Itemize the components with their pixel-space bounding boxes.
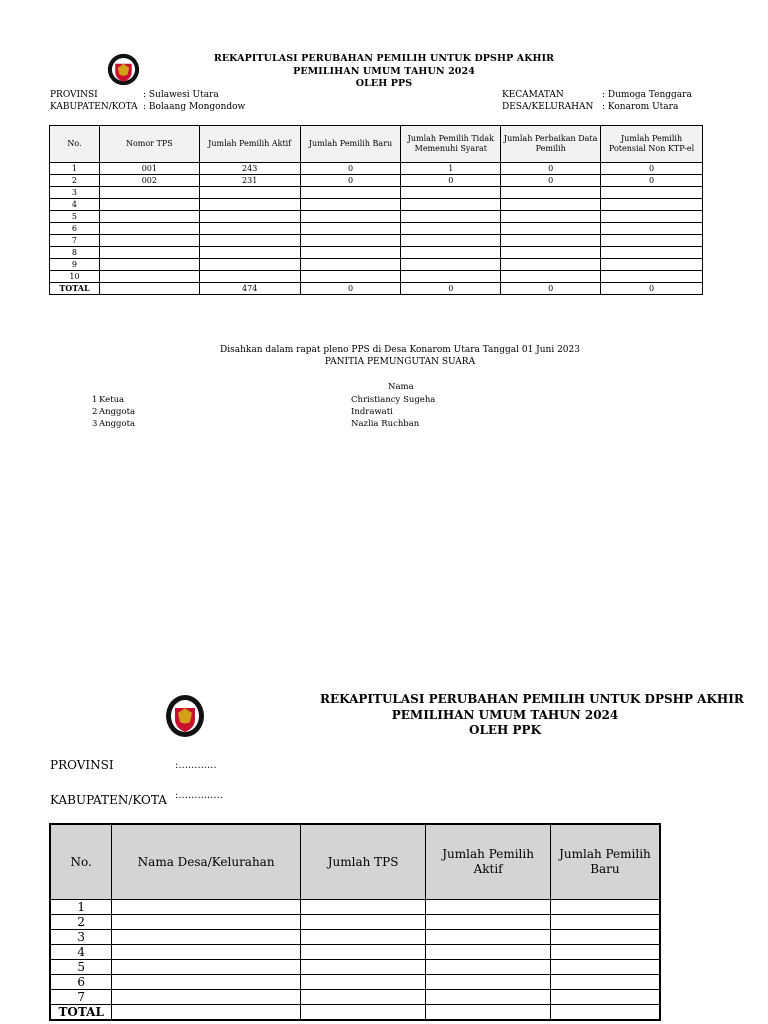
col-header: Nama Desa/Kelurahan (112, 824, 300, 900)
signatory-role: Anggota (99, 407, 136, 417)
table-cell (501, 211, 601, 223)
table-cell (112, 975, 300, 990)
col-header: No. (50, 126, 100, 163)
table-cell (601, 259, 703, 271)
ppk-report-title: REKAPITULASI PERUBAHAN PEMILIH UNTUK DPSHP AKHIR PEMILIHAN UMUM TAHUN 2024 OLEH PPK (320, 692, 744, 737)
signatory-name: Indrawati (351, 407, 393, 417)
table-cell (300, 975, 426, 990)
col-header: Jumlah Perbaikan Data Pemilih (501, 126, 601, 163)
table-cell (501, 247, 601, 259)
table-cell: 8 (50, 247, 100, 259)
table-cell: 5 (50, 960, 112, 975)
table-row (50, 163, 703, 175)
table-cell (112, 990, 300, 1005)
table-cell (300, 930, 426, 945)
table-cell (199, 187, 300, 199)
kabupaten-value: : Bolaang Mongondow (143, 102, 246, 112)
table-row (50, 271, 703, 283)
table-cell (601, 271, 703, 283)
table-cell (199, 199, 300, 211)
total-label: TOTAL (50, 283, 100, 295)
table-row (50, 975, 660, 990)
col-header: Jumlah TPS (300, 824, 426, 900)
signatory-name: Christiancy Sugeha (351, 395, 436, 405)
kabupaten-label: KABUPATEN/KOTA (50, 102, 138, 112)
col-header: Jumlah Pemilih Tidak Memenuhi Syarat (401, 126, 501, 163)
table-row (50, 900, 660, 915)
provinsi-value: :............ (175, 760, 217, 771)
ppk-recap-table (49, 823, 661, 1021)
table-cell (426, 930, 551, 945)
kabupaten-value: :.............. (175, 790, 223, 801)
signatory-name: Nazlia Ruchban (351, 419, 420, 429)
table-cell (300, 990, 426, 1005)
table-cell (199, 259, 300, 271)
table-cell (550, 990, 660, 1005)
table-cell: 5 (50, 211, 100, 223)
signatory-role: Anggota (99, 419, 136, 429)
table-row (50, 223, 703, 235)
table-cell (199, 235, 300, 247)
table-header-row (50, 824, 660, 900)
table-header-row (50, 126, 703, 163)
table-row (50, 247, 703, 259)
total-cell (550, 1005, 660, 1021)
table-cell (112, 930, 300, 945)
table-cell: 0 (601, 163, 703, 175)
table-cell (426, 960, 551, 975)
signatory-number: 3 (92, 419, 98, 429)
committee-name: PANITIA PEMUNGUTAN SUARA (324, 357, 476, 367)
table-cell (300, 199, 401, 211)
table-cell (99, 271, 199, 283)
col-header: Jumlah Pemilih Aktif (199, 126, 300, 163)
col-header: Jumlah Pemilih Aktif (426, 824, 551, 900)
table-cell (501, 223, 601, 235)
table-cell (99, 199, 199, 211)
table-row (50, 960, 660, 975)
table-total-row (50, 1005, 660, 1021)
table-cell: 7 (50, 990, 112, 1005)
pps-report-title: REKAPITULASI PERUBAHAN PEMILIH UNTUK DPSHP AKHIR PEMILIHAN UMUM TAHUN 2024 OLEH PPS (213, 53, 555, 89)
table-cell: 2 (50, 915, 112, 930)
table-cell (401, 235, 501, 247)
table-cell: 0 (601, 175, 703, 187)
provinsi-value: : Sulawesi Utara (143, 90, 219, 100)
table-cell (550, 900, 660, 915)
table-cell: 1 (401, 163, 501, 175)
table-row (50, 990, 660, 1005)
table-cell: 9 (50, 259, 100, 271)
table-cell (501, 259, 601, 271)
table-cell (99, 223, 199, 235)
table-cell (601, 199, 703, 211)
table-cell (426, 915, 551, 930)
table-cell (501, 271, 601, 283)
table-cell (300, 223, 401, 235)
table-cell (550, 960, 660, 975)
total-cell: 0 (300, 283, 401, 295)
table-cell (99, 211, 199, 223)
pps-recap-table (49, 125, 703, 295)
kabupaten-label: KABUPATEN/KOTA (50, 793, 167, 807)
col-header: No. (50, 824, 112, 900)
table-cell: 001 (99, 163, 199, 175)
table-row (50, 915, 660, 930)
table-cell (401, 247, 501, 259)
table-cell: 0 (401, 175, 501, 187)
table-cell (501, 235, 601, 247)
ratification-text: Disahkan dalam rapat pleno PPS di Desa Konarom Utara Tanggal 01 Juni 2023 (220, 345, 580, 355)
total-cell: 0 (401, 283, 501, 295)
table-cell (550, 975, 660, 990)
table-cell: 243 (199, 163, 300, 175)
table-cell: 10 (50, 271, 100, 283)
table-cell (601, 211, 703, 223)
table-cell: 1 (50, 900, 112, 915)
table-cell (401, 223, 501, 235)
total-cell: 474 (199, 283, 300, 295)
table-cell: 3 (50, 187, 100, 199)
table-cell (501, 187, 601, 199)
kecamatan-value: : Dumoga Tenggara (602, 90, 692, 100)
table-cell (426, 900, 551, 915)
total-cell (300, 1005, 426, 1021)
table-cell (199, 247, 300, 259)
table-cell: 6 (50, 975, 112, 990)
table-cell (401, 211, 501, 223)
table-cell (550, 930, 660, 945)
table-cell (300, 259, 401, 271)
table-cell: 3 (50, 930, 112, 945)
provinsi-label: PROVINSI (50, 90, 98, 100)
table-cell: 002 (99, 175, 199, 187)
table-cell: 0 (300, 175, 401, 187)
table-cell (300, 187, 401, 199)
total-cell (112, 1005, 300, 1021)
table-cell: 0 (501, 163, 601, 175)
col-header: Nomor TPS (99, 126, 199, 163)
table-cell (550, 945, 660, 960)
col-header: Jumlah Pemilih Baru (300, 126, 401, 163)
table-cell: 7 (50, 235, 100, 247)
table-cell (300, 915, 426, 930)
total-cell: 0 (501, 283, 601, 295)
table-cell (99, 235, 199, 247)
total-cell: 0 (601, 283, 703, 295)
table-cell (199, 223, 300, 235)
table-cell: 4 (50, 945, 112, 960)
desa-value: : Konarom Utara (602, 102, 679, 112)
table-cell (601, 187, 703, 199)
table-cell (112, 915, 300, 930)
signatory-number: 2 (92, 407, 98, 417)
kecamatan-label: KECAMATAN (502, 90, 564, 100)
table-total-row (50, 283, 703, 295)
table-cell (99, 247, 199, 259)
table-cell (199, 271, 300, 283)
table-cell: 4 (50, 199, 100, 211)
table-cell (99, 259, 199, 271)
table-cell (426, 975, 551, 990)
table-cell (112, 900, 300, 915)
table-cell (300, 235, 401, 247)
table-cell: 231 (199, 175, 300, 187)
table-cell (112, 960, 300, 975)
col-header: Jumlah Pemilih Potensial Non KTP-el (601, 126, 703, 163)
name-header: Nama (388, 382, 414, 392)
table-cell (300, 900, 426, 915)
table-cell (601, 223, 703, 235)
table-cell (601, 235, 703, 247)
table-cell (401, 199, 501, 211)
provinsi-label: PROVINSI (50, 758, 114, 772)
table-cell: 0 (300, 163, 401, 175)
table-cell (426, 990, 551, 1005)
table-cell (112, 945, 300, 960)
table-cell: 0 (501, 175, 601, 187)
table-row (50, 235, 703, 247)
total-label: TOTAL (50, 1005, 112, 1021)
total-cell (99, 283, 199, 295)
table-cell (300, 247, 401, 259)
table-row (50, 211, 703, 223)
table-cell (401, 271, 501, 283)
table-row (50, 187, 703, 199)
table-row (50, 175, 703, 187)
table-cell (501, 199, 601, 211)
table-cell (401, 259, 501, 271)
table-cell (426, 945, 551, 960)
table-row (50, 259, 703, 271)
total-cell (426, 1005, 551, 1021)
col-header: Jumlah Pemilih Baru (550, 824, 660, 900)
table-row (50, 930, 660, 945)
table-cell (401, 187, 501, 199)
signatory-number: 1 (92, 395, 98, 405)
table-cell (300, 945, 426, 960)
desa-label: DESA/KELURAHAN (502, 102, 594, 112)
table-row (50, 945, 660, 960)
table-cell (300, 211, 401, 223)
table-cell (601, 247, 703, 259)
table-cell: 6 (50, 223, 100, 235)
table-cell (550, 915, 660, 930)
table-row (50, 199, 703, 211)
kpu-emblem-icon (165, 694, 205, 738)
table-cell (300, 960, 426, 975)
table-cell (99, 187, 199, 199)
table-cell (199, 211, 300, 223)
signatory-role: Ketua (99, 395, 125, 405)
table-cell (300, 271, 401, 283)
table-cell: 2 (50, 175, 100, 187)
table-cell: 1 (50, 163, 100, 175)
